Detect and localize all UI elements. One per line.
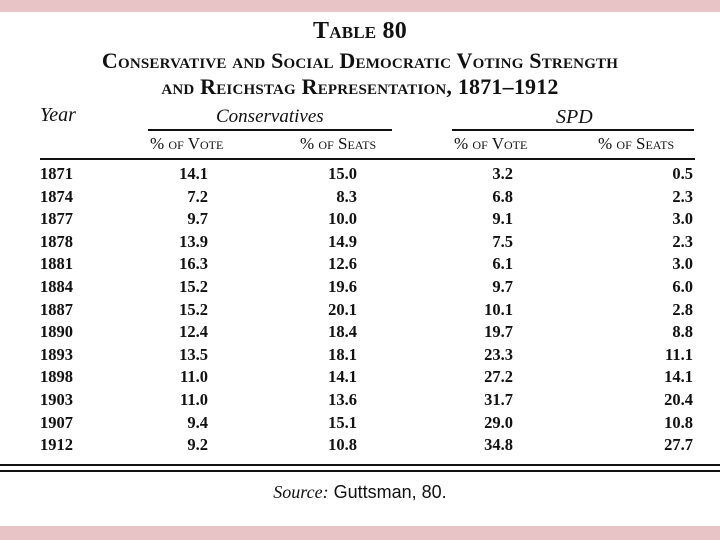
table-bottom-rule-1 (0, 464, 720, 466)
cell-cons-vote: 13.5 (179, 344, 208, 364)
cell-spd-vote: 7.5 (492, 231, 513, 251)
cell-spd-seats: 3.0 (672, 254, 693, 274)
cell-cons-seats: 12.6 (328, 254, 357, 274)
cell-cons-seats: 15.1 (328, 412, 357, 432)
conservatives-vote-header: % of Vote (150, 134, 224, 153)
cell-cons-seats: 10.0 (328, 209, 357, 229)
cell-spd-vote: 3.2 (492, 164, 513, 183)
cell-spd-vote: 6.1 (492, 254, 513, 274)
cell-year: 1898 (40, 367, 73, 387)
cell-spd-seats: 20.4 (664, 390, 693, 409)
cell-cons-vote: 9.4 (187, 412, 208, 432)
cell-cons-seats: 19.6 (328, 277, 357, 296)
year-header: Year (40, 104, 76, 126)
cell-spd-seats: 2.8 (672, 299, 693, 319)
cell-year: 1884 (40, 277, 73, 296)
cell-cons-seats: 18.1 (328, 344, 357, 364)
cell-year: 1893 (40, 344, 73, 364)
cell-spd-vote: 27.2 (484, 367, 513, 387)
table-subtitle-line-1: Conservative and Social Democratic Voting Strength (101, 48, 619, 73)
conservatives-group-rule (148, 129, 392, 131)
cell-cons-vote: 15.2 (179, 299, 208, 319)
cell-cons-vote: 11.0 (180, 367, 208, 387)
cell-cons-seats: 8.3 (336, 186, 357, 206)
cell-spd-seats: 8.8 (672, 322, 693, 342)
cell-cons-vote: 7.2 (187, 186, 208, 206)
cell-spd-seats: 2.3 (672, 231, 693, 251)
cell-year: 1881 (40, 254, 73, 274)
cell-cons-vote: 11.0 (180, 390, 208, 409)
cell-cons-vote: 12.4 (179, 322, 208, 342)
cell-year: 1903 (40, 390, 73, 409)
cell-spd-vote: 9.7 (492, 277, 513, 296)
cell-cons-seats: 15.0 (328, 164, 357, 183)
spd-header: SPD (556, 106, 593, 128)
cell-spd-seats: 14.1 (664, 367, 693, 387)
table-bottom-rule-2 (0, 470, 720, 472)
cell-year: 1912 (40, 435, 73, 455)
header-bottom-rule (40, 158, 695, 160)
spd-seats-header: % of Seats (598, 134, 675, 153)
cell-cons-vote: 15.2 (179, 277, 208, 296)
cell-cons-seats: 13.6 (328, 390, 357, 409)
cell-cons-seats: 18.4 (328, 322, 357, 342)
cell-spd-vote: 31.7 (484, 390, 513, 409)
cell-spd-vote: 19.7 (484, 322, 513, 342)
cell-cons-seats: 14.9 (328, 231, 357, 251)
cell-spd-seats: 10.8 (664, 412, 693, 432)
cell-spd-vote: 6.8 (492, 186, 513, 206)
cell-year: 1877 (40, 209, 73, 229)
source-label: Source: (273, 482, 329, 502)
cell-cons-vote: 14.1 (179, 164, 208, 183)
table-subtitle-line-2: and Reichstag Representation, 1871–1912 (161, 74, 559, 99)
conservatives-seats-header: % of Seats (300, 134, 377, 153)
cell-spd-vote: 29.0 (484, 412, 513, 432)
cell-spd-seats: 27.7 (664, 435, 693, 455)
cell-spd-vote: 23.3 (484, 344, 513, 364)
cell-cons-vote: 9.2 (187, 435, 208, 455)
cell-year: 1907 (40, 412, 73, 432)
cell-year: 1878 (40, 231, 73, 251)
conservatives-header: Conservatives (216, 106, 324, 127)
document-page (0, 12, 720, 526)
spd-group-rule (452, 129, 694, 131)
table-title: Table 80 (313, 18, 407, 44)
cell-spd-seats: 0.5 (672, 164, 693, 183)
cell-cons-vote: 13.9 (179, 231, 208, 251)
cell-cons-vote: 9.7 (187, 209, 208, 229)
cell-year: 1874 (40, 186, 73, 206)
cell-spd-seats: 2.3 (672, 186, 693, 206)
cell-spd-vote: 10.1 (484, 299, 513, 319)
cell-year: 1890 (40, 322, 73, 342)
cell-spd-vote: 9.1 (492, 209, 513, 229)
spd-vote-header: % of Vote (454, 134, 528, 153)
cell-year: 1871 (40, 164, 73, 183)
cell-cons-seats: 10.8 (328, 435, 357, 455)
cell-cons-seats: 20.1 (328, 299, 357, 319)
cell-spd-seats: 3.0 (672, 209, 693, 229)
cell-cons-seats: 14.1 (328, 367, 357, 387)
cell-spd-seats: 6.0 (672, 277, 693, 296)
source-note (0, 482, 720, 503)
cell-cons-vote: 16.3 (179, 254, 208, 274)
cell-spd-vote: 34.8 (484, 435, 513, 455)
cell-spd-seats: 11.1 (665, 344, 693, 364)
source-text: Guttsman, 80. (333, 482, 447, 502)
cell-year: 1887 (40, 299, 73, 319)
